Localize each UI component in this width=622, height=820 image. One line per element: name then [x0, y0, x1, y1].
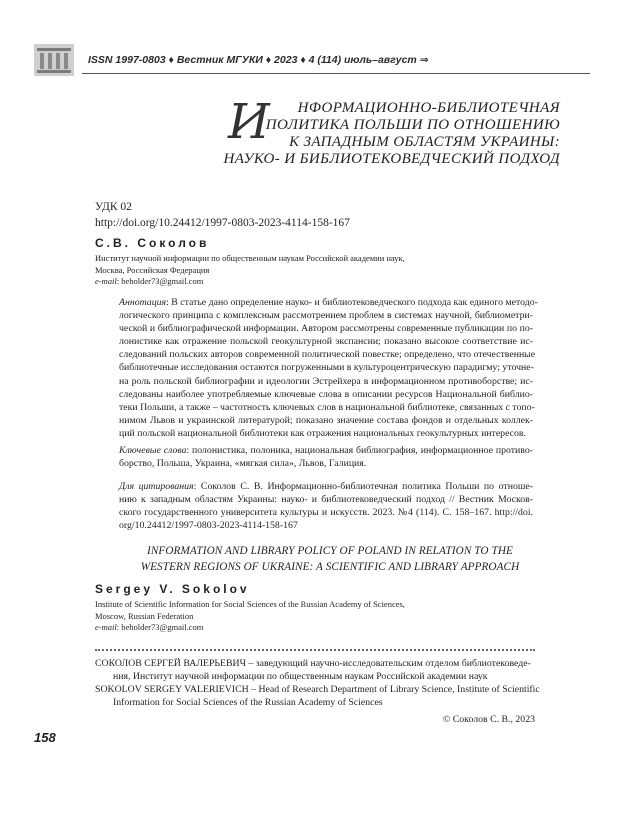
title-en-line: WESTERN REGIONS OF UKRAINE: A SCIENTIFIC AND LIBRARY APPROACH — [140, 561, 520, 573]
affiliation-line: Институт научной информации по общественным наукам Российской академии наук, — [95, 253, 405, 263]
email-address[interactable]: : beholder73@gmail.com — [116, 622, 204, 632]
abstract-line: библиотечные исследования остаются погруженными в культуроцентрическую парадигму; уточне- — [119, 362, 534, 374]
citation-line: org/10.24412/1997-0803-2023-4114-158-167 — [119, 520, 298, 532]
citation-line: ского государственного университета культуры и искусств. 2023. №4 (114). С. 158–167. http://doi. — [119, 507, 533, 519]
citation-line: нию к западным областям Украины: науко- и библиотековедческий подход // Вестник Москов- — [119, 494, 533, 506]
copyright: © Соколов С. В., 2023 — [442, 714, 535, 725]
title-line: ПОЛИТИКА ПОЛЬШИ ПО ОТНОШЕНИЮ — [265, 117, 560, 133]
article-meta — [95, 199, 350, 231]
abstract-line: лонистике как отражение польской геокультурной экспансии; показано высокое соответствие ис- — [119, 336, 533, 348]
article-title-en — [123, 543, 537, 575]
abstract-line: ций польской национальной библиотеки как отражения национальных геокультурных интересов. — [119, 427, 526, 439]
email-label: e-mail — [95, 276, 117, 286]
title-initial: И — [228, 94, 270, 150]
udk: УДК 02 — [95, 201, 132, 213]
keywords-line: борство, Польша, Украина, «мягкая сила», Львов, Галиция. — [119, 458, 367, 470]
article-title-ru — [120, 94, 560, 168]
abstract-line: следованы наиболее употребляемые ключевые слова в описании ресурсов Национальной библио- — [119, 388, 533, 400]
columns-logo-icon — [34, 44, 74, 76]
author-bio — [95, 657, 540, 709]
affiliation-line: Москва, Российская Федерация — [95, 264, 210, 275]
running-header — [34, 44, 590, 76]
dotted-separator — [95, 649, 535, 651]
abstract — [119, 296, 538, 440]
abstract-line: логического принципа с комплексным рассмотрением проблем в системах научной, библиометри- — [119, 310, 533, 322]
abstract-line: ческой и библиографической информации. Автором рассмотрены современные публикации по по- — [119, 323, 533, 335]
email-address[interactable]: : beholder73@gmail.com — [116, 276, 204, 286]
email-line — [95, 622, 405, 634]
keywords-label: Ключевые слова — [119, 445, 187, 456]
author-name-ru: С.В. Соколов — [95, 236, 210, 250]
bio-line: СОКОЛОВ СЕРГЕЙ ВАЛЕРЬЕВИЧ – заведующий научно-исследовательским отделом библиотековеде- — [95, 658, 531, 669]
doi-link[interactable]: http://doi.org/10.24412/1997-0803-2023-4114-158-167 — [95, 217, 350, 229]
abstract-line: теки Польши, а также – частотность ключевых слов в национальной библиотеке, связанных с топо- — [119, 401, 535, 413]
bio-line: SOKOLOV SERGEY VALERIEVICH – Head of Research Department of Library Science, Institute of Scientific — [95, 684, 540, 696]
bio-line: Information for Social Sciences of the Russian Academy of Sciences — [113, 697, 383, 709]
author-name-en: Sergey V. Sokolov — [95, 582, 250, 596]
journal-line: ISSN 1997-0803 ♦ Вестник МГУКИ ♦ 2023 ♦ 4 (114) июль–август ⇒ — [88, 54, 429, 66]
keywords-line: Ключевые слова: полонистика, полоника, национальная библиография, информационное противо- — [119, 445, 533, 456]
affiliation-line: Moscow, Russian Federation — [95, 610, 194, 621]
email-label: e-mail — [95, 622, 117, 632]
title-line: НАУКО- И БИБЛИОТЕКОВЕДЧЕСКИЙ ПОДХОД — [223, 151, 560, 167]
abstract-line: нимом Львов и украинской литературой; показано значение состава фондов и отдельных коллек- — [119, 414, 533, 426]
abstract-line: на роль польской библиографии и идеологии Эстрейхера в информационном противоборстве; ис- — [119, 375, 533, 387]
citation — [119, 480, 533, 532]
title-line: К ЗАПАДНЫМ ОБЛАСТЯМ УКРАИНЫ: — [289, 134, 560, 150]
citation-label: Для цитирования — [119, 481, 194, 492]
citation-line: Для цитирования: Соколов С. В. Информационно-библиотечная политика Польши по отноше- — [119, 481, 533, 492]
title-line: НФОРМАЦИОННО-БИБЛИОТЕЧНАЯ — [297, 100, 560, 116]
title-en-line: INFORMATION AND LIBRARY POLICY OF POLAND IN RELATION TO THE — [147, 545, 513, 557]
bio-line: ния, Институт научной информации по общественным наукам Российской академии наук — [113, 671, 488, 683]
abstract-label: Аннотация — [119, 297, 167, 308]
affiliation-line: Institute of Scientific Information for Social Sciences of the Russian Academy of Sciences, — [95, 599, 405, 609]
page-number: 158 — [34, 730, 56, 745]
keywords — [119, 444, 533, 470]
abstract-line: следований польских авторов современной политической повестке; определено, что отечественные — [119, 349, 536, 361]
email-line — [95, 276, 405, 288]
header-rule — [82, 73, 590, 74]
author-affiliation-ru — [95, 253, 405, 288]
author-affiliation-en — [95, 599, 405, 634]
abstract-line: Аннотация: В статье дано определение науко- и библиотековедческого подхода как единого методо- — [119, 297, 538, 308]
